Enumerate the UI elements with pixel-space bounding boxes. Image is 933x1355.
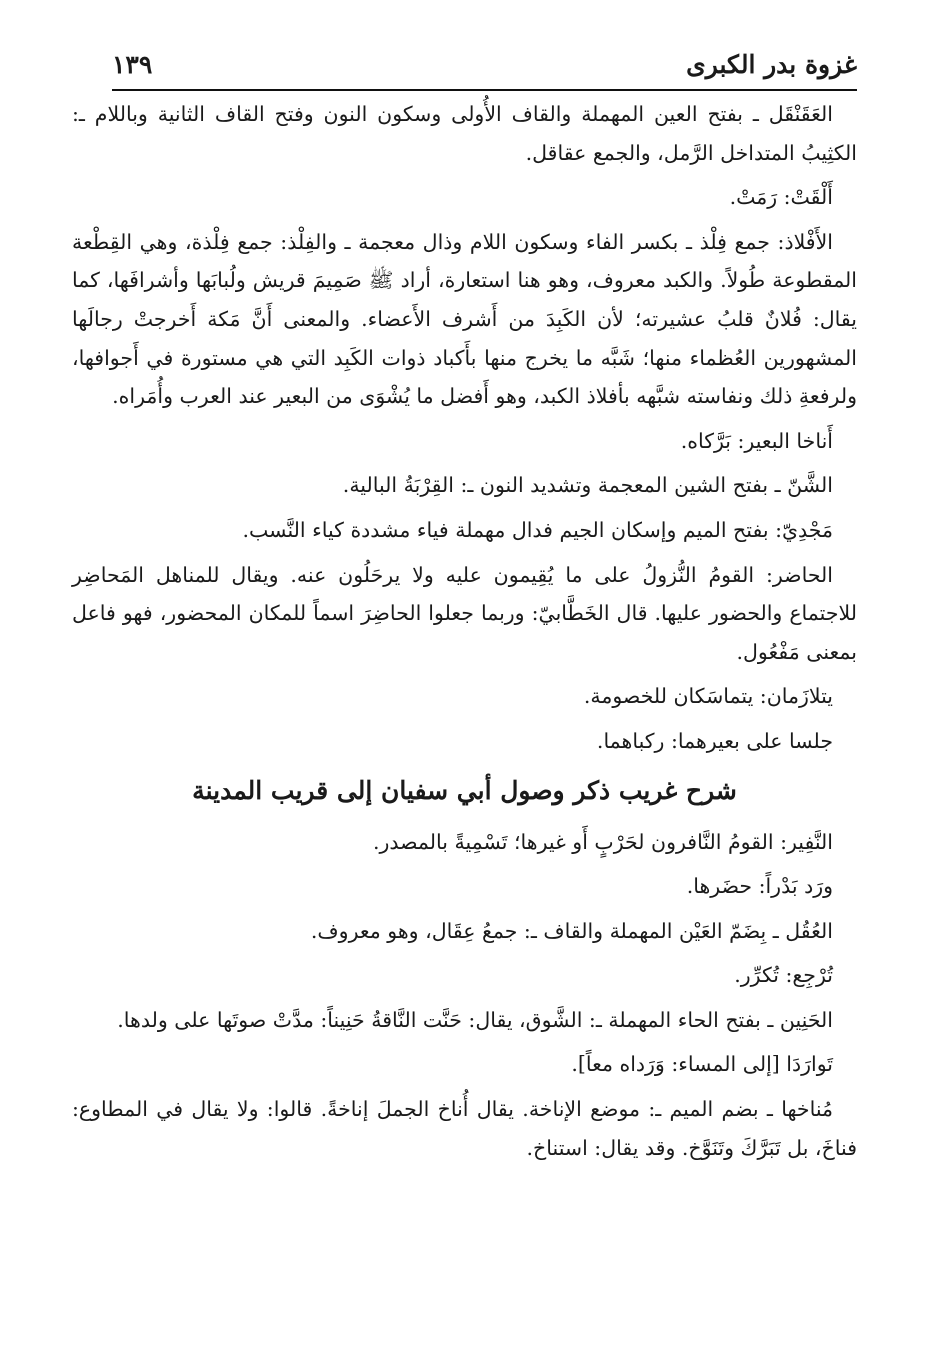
glossary-entry: الشَّنّ ـ بفتح الشين المعجمة وتشديد النون ـ: القِرْبَةُ البالية. bbox=[342, 473, 833, 498]
running-title: غزوة بدر الكبرى bbox=[686, 49, 857, 79]
glossary-entry: يتلازَمان: يتماسَكان للخصومة. bbox=[583, 684, 833, 709]
glossary-entry: تَوارَدَا [إلى المساء: وَرَداه معاً]. bbox=[571, 1052, 833, 1077]
glossary-entry: الحاضر: القومُ النُّزولُ على ما يُقِيمون عليه ولا يرحَلُون عنه. ويقال للمناهل المَحاضِر للاجتماع والحضور عليها. قال الخَطَّابيّ: وربما جعلوا الحاضِرَ اسماً للمكان المحضور، فهو فاعل بمعنى مَفْعُول. bbox=[72, 562, 857, 664]
glossary-entry: أَناخا البعير: بَرَّكاه. bbox=[680, 428, 833, 453]
page-header bbox=[112, 42, 857, 86]
glossary-entry: تُرْجِع: تُكرِّر. bbox=[734, 963, 833, 988]
glossary-entry: مَجْدِيّ: بفتح الميم وإسكان الجيم فدال مهملة فياء مشددة كياء النَّسب. bbox=[242, 517, 833, 542]
glossary-entry: الأَفْلاذ: جمع فِلْذ ـ بكسر الفاء وسكون اللام وذال معجمة ـ والفِلْذ: جمع فِلْذة، وهي القِطْعة المقطوعة طُولاً. والكبد معروف، وهو هنا استعارة، أراد ﷺ صَمِيمَ قريش ولُبابَها وأشرافَها، كما يقال: فُلانٌ قلبُ عشيرته؛ لأن الكَبِدَ من أَشرف الأَعضاء. والمعنى أَنَّ مَكة أَخرجتْ رجالَها المشهورين العُظماء منها؛ شَبَّه ما يخرج منها بأَكباد ذوات الكَبِد التي هي مستورة في أَجوافها، ولرفعةِ ذلك ونفاسته شبَّهه بأفلاذ الكبد، وهو أَفضل ما يُشْوَى من البعير عند العرب وأُمَراه. bbox=[72, 229, 857, 409]
page-number: ١٣٩ bbox=[112, 49, 153, 79]
glossary-entry: ورَد بَدْراً: حضَرها. bbox=[686, 874, 833, 899]
glossary-entry: العَقَنْقَل ـ بفتح العين المهملة والقاف الأُولى وسكون النون وفتح القاف الثانية وباللام ـ: الكثِيبُ المتداخل الرَّمل، والجمع عقاقل. bbox=[72, 102, 857, 165]
glossary-entry: الحَنِين ـ بفتح الحاء المهملة ـ: الشَّوق، يقال: حَنَّت النَّاقةُ حَنِيناً: مدَّتْ صوتَها على ولدها. bbox=[117, 1007, 833, 1032]
glossary-entry: مُناخها ـ بضم الميم ـ: موضع الإناخة. يقال أُناخ الجملَ إناخةً. قالوا: ولا يقال في المطاوع: فناخَ، بل تَبَرَّكَ وتَنَوَّخ. وقد يقال: استناخ. bbox=[72, 1097, 857, 1160]
glossary-entry: أَلْقَتْ: رَمَتْ. bbox=[729, 185, 833, 210]
glossary-top bbox=[72, 95, 857, 761]
glossary-entry: العُقُل ـ بِضَمّ العَيْن المهملة والقاف ـ: جمعُ عِقَال، وهو معروف. bbox=[310, 918, 833, 943]
page-body bbox=[72, 95, 857, 1173]
glossary-entry: جلسا على بعيرهما: ركباهما. bbox=[596, 728, 833, 753]
glossary-bottom bbox=[72, 823, 857, 1168]
glossary-entry: النَّفِير: القومُ النَّافرون لحَرْبٍ أَو غيرها؛ تَسْمِيةً بالمصدر. bbox=[372, 829, 833, 854]
section-heading: شرح غريب ذكر وصول أبي سفيان إلى قريب المدينة bbox=[192, 775, 737, 805]
header-divider bbox=[112, 89, 857, 91]
